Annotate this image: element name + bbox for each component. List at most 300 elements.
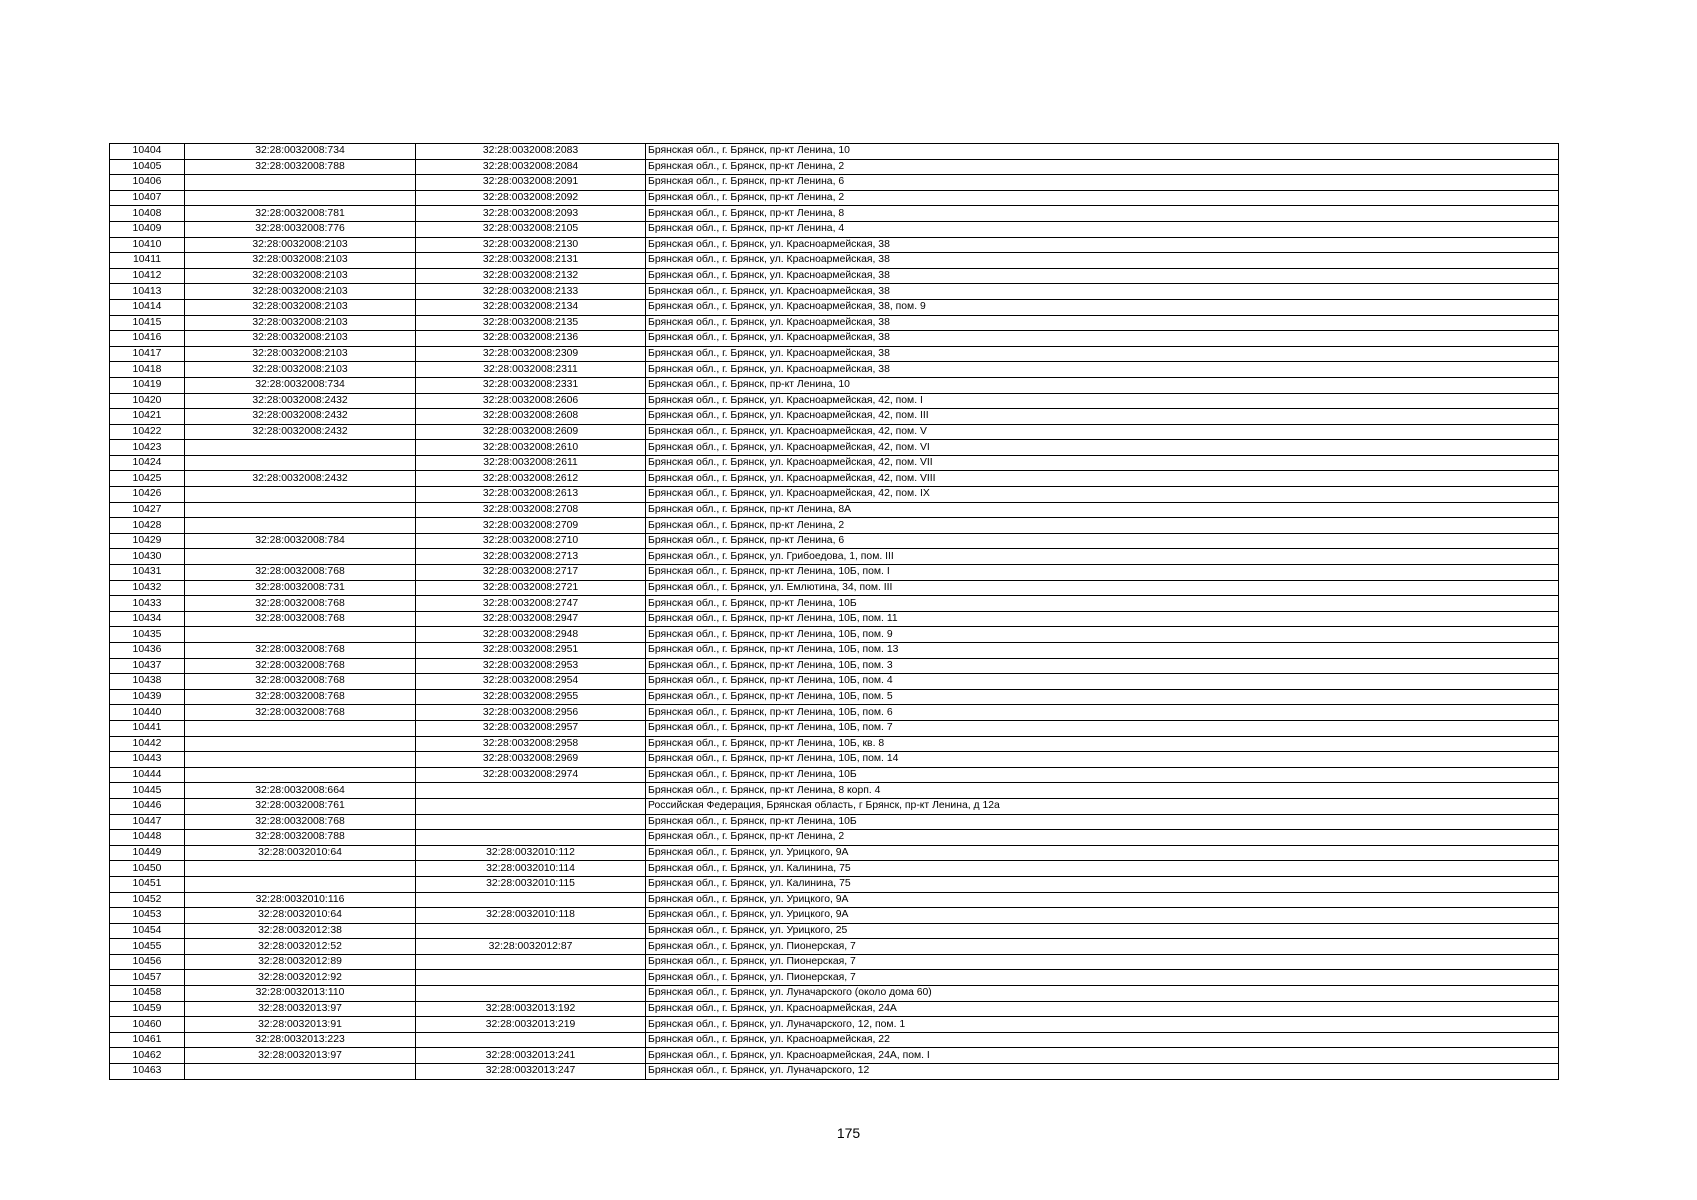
address-cell: Брянская обл., г. Брянск, пр-кт Ленина, 10Б, пом. I xyxy=(646,565,1559,581)
table-row xyxy=(110,502,1559,518)
address-cell: Брянская обл., г. Брянск, ул. Красноармейская, 42, пом. IX xyxy=(646,487,1559,503)
cadastral-number-cell: 32:28:0032008:768 xyxy=(185,705,416,721)
row-number-cell: 10404 xyxy=(110,144,185,160)
cadastral-number-cell: 32:28:0032010:116 xyxy=(185,892,416,908)
address-cell: Брянская обл., г. Брянск, ул. Пионерская, 7 xyxy=(646,970,1559,986)
table-row xyxy=(110,237,1559,253)
cadastral-number-cell xyxy=(185,502,416,518)
cadastral-number-cell: 32:28:0032008:768 xyxy=(185,689,416,705)
cadastral-number-cell xyxy=(185,518,416,534)
row-number-cell: 10430 xyxy=(110,549,185,565)
cadastral-number-cell: 32:28:0032008:768 xyxy=(185,565,416,581)
address-cell: Брянская обл., г. Брянск, ул. Красноармейская, 38 xyxy=(646,253,1559,269)
row-number-cell: 10433 xyxy=(110,596,185,612)
address-cell: Брянская обл., г. Брянск, ул. Луначарского (около дома 60) xyxy=(646,986,1559,1002)
cadastral-number-cell: 32:28:0032010:64 xyxy=(185,845,416,861)
registry-table xyxy=(109,143,1559,1080)
address-cell: Брянская обл., г. Брянск, пр-кт Ленина, 2 xyxy=(646,159,1559,175)
object-cadastral-number-cell: 32:28:0032008:2613 xyxy=(416,487,646,503)
address-cell: Брянская обл., г. Брянск, ул. Красноармейская, 38 xyxy=(646,268,1559,284)
cadastral-number-cell: 32:28:0032008:776 xyxy=(185,221,416,237)
cadastral-number-cell: 32:28:0032008:761 xyxy=(185,798,416,814)
object-cadastral-number-cell xyxy=(416,970,646,986)
address-cell: Брянская обл., г. Брянск, ул. Красноармейская, 38 xyxy=(646,284,1559,300)
table-row xyxy=(110,658,1559,674)
table-row xyxy=(110,986,1559,1002)
cadastral-number-cell: 32:28:0032008:2103 xyxy=(185,284,416,300)
address-cell: Брянская обл., г. Брянск, пр-кт Ленина, 6 xyxy=(646,533,1559,549)
table-row xyxy=(110,798,1559,814)
address-cell: Брянская обл., г. Брянск, пр-кт Ленина, 2 xyxy=(646,190,1559,206)
object-cadastral-number-cell: 32:28:0032010:115 xyxy=(416,876,646,892)
row-number-cell: 10450 xyxy=(110,861,185,877)
row-number-cell: 10456 xyxy=(110,954,185,970)
table-row xyxy=(110,346,1559,362)
address-cell: Брянская обл., г. Брянск, ул. Красноармейская, 38, пом. 9 xyxy=(646,299,1559,315)
address-cell: Брянская обл., г. Брянск, ул. Красноармейская, 24А, пом. I xyxy=(646,1048,1559,1064)
cadastral-number-cell: 32:28:0032013:110 xyxy=(185,986,416,1002)
object-cadastral-number-cell: 32:28:0032008:2093 xyxy=(416,206,646,222)
address-cell: Брянская обл., г. Брянск, пр-кт Ленина, 8 корп. 4 xyxy=(646,783,1559,799)
row-number-cell: 10416 xyxy=(110,331,185,347)
object-cadastral-number-cell: 32:28:0032008:2606 xyxy=(416,393,646,409)
address-cell: Брянская обл., г. Брянск, пр-кт Ленина, 8А xyxy=(646,502,1559,518)
object-cadastral-number-cell: 32:28:0032008:2710 xyxy=(416,533,646,549)
object-cadastral-number-cell: 32:28:0032008:2134 xyxy=(416,299,646,315)
cadastral-number-cell: 32:28:0032008:2432 xyxy=(185,409,416,425)
row-number-cell: 10452 xyxy=(110,892,185,908)
row-number-cell: 10431 xyxy=(110,565,185,581)
table-row xyxy=(110,440,1559,456)
object-cadastral-number-cell: 32:28:0032008:2717 xyxy=(416,565,646,581)
row-number-cell: 10410 xyxy=(110,237,185,253)
page-number: 175 xyxy=(836,1125,861,1141)
object-cadastral-number-cell: 32:28:0032012:87 xyxy=(416,939,646,955)
object-cadastral-number-cell: 32:28:0032008:2610 xyxy=(416,440,646,456)
table-row xyxy=(110,471,1559,487)
table-row xyxy=(110,970,1559,986)
table-row xyxy=(110,643,1559,659)
address-cell: Брянская обл., г. Брянск, пр-кт Ленина, 10Б, пом. 14 xyxy=(646,752,1559,768)
address-cell: Брянская обл., г. Брянск, ул. Красноармейская, 42, пом. I xyxy=(646,393,1559,409)
row-number-cell: 10411 xyxy=(110,253,185,269)
cadastral-number-cell xyxy=(185,549,416,565)
row-number-cell: 10412 xyxy=(110,268,185,284)
address-cell: Брянская обл., г. Брянск, пр-кт Ленина, 10Б xyxy=(646,596,1559,612)
object-cadastral-number-cell xyxy=(416,1032,646,1048)
table-row xyxy=(110,736,1559,752)
address-cell: Брянская обл., г. Брянск, ул. Красноармейская, 38 xyxy=(646,237,1559,253)
cadastral-number-cell xyxy=(185,767,416,783)
object-cadastral-number-cell: 32:28:0032008:2309 xyxy=(416,346,646,362)
table-row xyxy=(110,783,1559,799)
object-cadastral-number-cell: 32:28:0032008:2954 xyxy=(416,674,646,690)
table-row xyxy=(110,487,1559,503)
address-cell: Брянская обл., г. Брянск, ул. Урицкого, 9А xyxy=(646,892,1559,908)
object-cadastral-number-cell: 32:28:0032008:2130 xyxy=(416,237,646,253)
row-number-cell: 10448 xyxy=(110,830,185,846)
object-cadastral-number-cell: 32:28:0032008:2709 xyxy=(416,518,646,534)
row-number-cell: 10447 xyxy=(110,814,185,830)
object-cadastral-number-cell xyxy=(416,783,646,799)
address-cell: Брянская обл., г. Брянск, ул. Пионерская, 7 xyxy=(646,954,1559,970)
table-row xyxy=(110,1017,1559,1033)
address-cell: Брянская обл., г. Брянск, пр-кт Ленина, 10Б, пом. 4 xyxy=(646,674,1559,690)
table-row xyxy=(110,315,1559,331)
address-cell: Брянская обл., г. Брянск, пр-кт Ленина, 10Б, кв. 8 xyxy=(646,736,1559,752)
cadastral-number-cell: 32:28:0032008:2432 xyxy=(185,393,416,409)
table-row xyxy=(110,861,1559,877)
row-number-cell: 10413 xyxy=(110,284,185,300)
cadastral-number-cell xyxy=(185,190,416,206)
object-cadastral-number-cell: 32:28:0032008:2947 xyxy=(416,611,646,627)
cadastral-number-cell: 32:28:0032008:768 xyxy=(185,814,416,830)
address-cell: Брянская обл., г. Брянск, ул. Красноармейская, 42, пом. VII xyxy=(646,455,1559,471)
cadastral-number-cell: 32:28:0032008:788 xyxy=(185,830,416,846)
row-number-cell: 10408 xyxy=(110,206,185,222)
object-cadastral-number-cell: 32:28:0032008:2957 xyxy=(416,720,646,736)
cadastral-number-cell: 32:28:0032008:788 xyxy=(185,159,416,175)
address-cell: Брянская обл., г. Брянск, пр-кт Ленина, 4 xyxy=(646,221,1559,237)
cadastral-number-cell xyxy=(185,720,416,736)
table-row xyxy=(110,455,1559,471)
table-row xyxy=(110,767,1559,783)
row-number-cell: 10445 xyxy=(110,783,185,799)
address-cell: Брянская обл., г. Брянск, пр-кт Ленина, 10 xyxy=(646,377,1559,393)
object-cadastral-number-cell: 32:28:0032008:2133 xyxy=(416,284,646,300)
table-row xyxy=(110,939,1559,955)
address-cell: Брянская обл., г. Брянск, ул. Емлютина, 34, пом. III xyxy=(646,580,1559,596)
table-row xyxy=(110,159,1559,175)
row-number-cell: 10423 xyxy=(110,440,185,456)
table-row xyxy=(110,845,1559,861)
table-row xyxy=(110,596,1559,612)
row-number-cell: 10435 xyxy=(110,627,185,643)
row-number-cell: 10426 xyxy=(110,487,185,503)
cadastral-number-cell xyxy=(185,752,416,768)
row-number-cell: 10458 xyxy=(110,986,185,1002)
table-row xyxy=(110,627,1559,643)
address-cell: Брянская обл., г. Брянск, пр-кт Ленина, 10Б, пом. 5 xyxy=(646,689,1559,705)
row-number-cell: 10434 xyxy=(110,611,185,627)
object-cadastral-number-cell xyxy=(416,892,646,908)
object-cadastral-number-cell: 32:28:0032008:2105 xyxy=(416,221,646,237)
object-cadastral-number-cell: 32:28:0032008:2311 xyxy=(416,362,646,378)
table-row xyxy=(110,689,1559,705)
cadastral-number-cell: 32:28:0032008:2103 xyxy=(185,237,416,253)
cadastral-number-cell: 32:28:0032008:2103 xyxy=(185,346,416,362)
address-cell: Брянская обл., г. Брянск, ул. Красноармейская, 42, пом. VIII xyxy=(646,471,1559,487)
object-cadastral-number-cell: 32:28:0032010:112 xyxy=(416,845,646,861)
table-row xyxy=(110,144,1559,160)
cadastral-number-cell: 32:28:0032013:97 xyxy=(185,1001,416,1017)
row-number-cell: 10428 xyxy=(110,518,185,534)
object-cadastral-number-cell: 32:28:0032008:2953 xyxy=(416,658,646,674)
row-number-cell: 10409 xyxy=(110,221,185,237)
row-number-cell: 10442 xyxy=(110,736,185,752)
object-cadastral-number-cell: 32:28:0032008:2969 xyxy=(416,752,646,768)
table-row xyxy=(110,533,1559,549)
row-number-cell: 10443 xyxy=(110,752,185,768)
table-row xyxy=(110,752,1559,768)
address-cell: Брянская обл., г. Брянск, ул. Красноармейская, 38 xyxy=(646,331,1559,347)
object-cadastral-number-cell: 32:28:0032008:2713 xyxy=(416,549,646,565)
cadastral-number-cell: 32:28:0032008:2103 xyxy=(185,299,416,315)
address-cell: Брянская обл., г. Брянск, пр-кт Ленина, 10Б, пом. 6 xyxy=(646,705,1559,721)
address-cell: Брянская обл., г. Брянск, ул. Красноармейская, 24А xyxy=(646,1001,1559,1017)
cadastral-number-cell: 32:28:0032010:64 xyxy=(185,908,416,924)
address-cell: Брянская обл., г. Брянск, пр-кт Ленина, 2 xyxy=(646,830,1559,846)
object-cadastral-number-cell: 32:28:0032008:2955 xyxy=(416,689,646,705)
row-number-cell: 10436 xyxy=(110,643,185,659)
cadastral-number-cell xyxy=(185,1064,416,1080)
object-cadastral-number-cell: 32:28:0032008:2131 xyxy=(416,253,646,269)
address-cell: Брянская обл., г. Брянск, ул. Луначарского, 12 xyxy=(646,1064,1559,1080)
cadastral-number-cell: 32:28:0032008:2103 xyxy=(185,315,416,331)
cadastral-number-cell: 32:28:0032008:768 xyxy=(185,596,416,612)
address-cell: Брянская обл., г. Брянск, пр-кт Ленина, 10Б xyxy=(646,814,1559,830)
object-cadastral-number-cell: 32:28:0032008:2083 xyxy=(416,144,646,160)
object-cadastral-number-cell: 32:28:0032008:2135 xyxy=(416,315,646,331)
table-row xyxy=(110,892,1559,908)
object-cadastral-number-cell: 32:28:0032013:192 xyxy=(416,1001,646,1017)
row-number-cell: 10463 xyxy=(110,1064,185,1080)
address-cell: Брянская обл., г. Брянск, ул. Красноармейская, 22 xyxy=(646,1032,1559,1048)
object-cadastral-number-cell: 32:28:0032008:2609 xyxy=(416,424,646,440)
row-number-cell: 10462 xyxy=(110,1048,185,1064)
object-cadastral-number-cell: 32:28:0032013:219 xyxy=(416,1017,646,1033)
cadastral-number-cell: 32:28:0032008:2432 xyxy=(185,471,416,487)
address-cell: Брянская обл., г. Брянск, ул. Луначарского, 12, пом. 1 xyxy=(646,1017,1559,1033)
object-cadastral-number-cell: 32:28:0032008:2136 xyxy=(416,331,646,347)
table-row xyxy=(110,923,1559,939)
table-row xyxy=(110,1032,1559,1048)
cadastral-number-cell xyxy=(185,487,416,503)
object-cadastral-number-cell xyxy=(416,954,646,970)
table-row xyxy=(110,253,1559,269)
row-number-cell: 10424 xyxy=(110,455,185,471)
row-number-cell: 10415 xyxy=(110,315,185,331)
table-row xyxy=(110,299,1559,315)
address-cell: Брянская обл., г. Брянск, ул. Урицкого, 9А xyxy=(646,908,1559,924)
cadastral-number-cell xyxy=(185,627,416,643)
row-number-cell: 10420 xyxy=(110,393,185,409)
row-number-cell: 10432 xyxy=(110,580,185,596)
cadastral-number-cell xyxy=(185,876,416,892)
row-number-cell: 10405 xyxy=(110,159,185,175)
row-number-cell: 10439 xyxy=(110,689,185,705)
object-cadastral-number-cell: 32:28:0032010:118 xyxy=(416,908,646,924)
table-row xyxy=(110,221,1559,237)
address-cell: Брянская обл., г. Брянск, пр-кт Ленина, 10 xyxy=(646,144,1559,160)
cadastral-number-cell: 32:28:0032008:768 xyxy=(185,643,416,659)
row-number-cell: 10429 xyxy=(110,533,185,549)
cadastral-number-cell: 32:28:0032013:97 xyxy=(185,1048,416,1064)
table-row xyxy=(110,549,1559,565)
row-number-cell: 10407 xyxy=(110,190,185,206)
object-cadastral-number-cell: 32:28:0032008:2084 xyxy=(416,159,646,175)
table-row xyxy=(110,674,1559,690)
object-cadastral-number-cell: 32:28:0032013:241 xyxy=(416,1048,646,1064)
table-row xyxy=(110,830,1559,846)
cadastral-number-cell: 32:28:0032012:38 xyxy=(185,923,416,939)
row-number-cell: 10449 xyxy=(110,845,185,861)
row-number-cell: 10454 xyxy=(110,923,185,939)
address-cell: Брянская обл., г. Брянск, пр-кт Ленина, 10Б, пом. 11 xyxy=(646,611,1559,627)
cadastral-number-cell: 32:28:0032013:223 xyxy=(185,1032,416,1048)
object-cadastral-number-cell: 32:28:0032008:2091 xyxy=(416,175,646,191)
cadastral-number-cell: 32:28:0032008:781 xyxy=(185,206,416,222)
table-row xyxy=(110,393,1559,409)
table-row xyxy=(110,331,1559,347)
table-row xyxy=(110,190,1559,206)
table-row xyxy=(110,814,1559,830)
object-cadastral-number-cell xyxy=(416,798,646,814)
object-cadastral-number-cell: 32:28:0032008:2608 xyxy=(416,409,646,425)
object-cadastral-number-cell: 32:28:0032008:2132 xyxy=(416,268,646,284)
table-row xyxy=(110,954,1559,970)
row-number-cell: 10422 xyxy=(110,424,185,440)
object-cadastral-number-cell xyxy=(416,814,646,830)
object-cadastral-number-cell: 32:28:0032008:2331 xyxy=(416,377,646,393)
table-row xyxy=(110,720,1559,736)
row-number-cell: 10438 xyxy=(110,674,185,690)
address-cell: Брянская обл., г. Брянск, ул. Урицкого, 25 xyxy=(646,923,1559,939)
object-cadastral-number-cell: 32:28:0032008:2951 xyxy=(416,643,646,659)
row-number-cell: 10437 xyxy=(110,658,185,674)
row-number-cell: 10457 xyxy=(110,970,185,986)
registry-table-body xyxy=(110,144,1559,1080)
object-cadastral-number-cell xyxy=(416,830,646,846)
table-row xyxy=(110,1001,1559,1017)
object-cadastral-number-cell: 32:28:0032008:2974 xyxy=(416,767,646,783)
cadastral-number-cell: 32:28:0032012:52 xyxy=(185,939,416,955)
address-cell: Брянская обл., г. Брянск, ул. Калинина, 75 xyxy=(646,876,1559,892)
row-number-cell: 10461 xyxy=(110,1032,185,1048)
address-cell: Брянская обл., г. Брянск, ул. Урицкого, 9А xyxy=(646,845,1559,861)
row-number-cell: 10418 xyxy=(110,362,185,378)
address-cell: Брянская обл., г. Брянск, пр-кт Ленина, 8 xyxy=(646,206,1559,222)
cadastral-number-cell xyxy=(185,736,416,752)
cadastral-number-cell: 32:28:0032008:2432 xyxy=(185,424,416,440)
table-row xyxy=(110,705,1559,721)
cadastral-number-cell: 32:28:0032008:768 xyxy=(185,658,416,674)
row-number-cell: 10460 xyxy=(110,1017,185,1033)
address-cell: Брянская обл., г. Брянск, пр-кт Ленина, 6 xyxy=(646,175,1559,191)
cadastral-number-cell: 32:28:0032008:2103 xyxy=(185,268,416,284)
object-cadastral-number-cell: 32:28:0032008:2612 xyxy=(416,471,646,487)
row-number-cell: 10425 xyxy=(110,471,185,487)
object-cadastral-number-cell: 32:28:0032013:247 xyxy=(416,1064,646,1080)
cadastral-number-cell: 32:28:0032012:89 xyxy=(185,954,416,970)
object-cadastral-number-cell: 32:28:0032010:114 xyxy=(416,861,646,877)
address-cell: Брянская обл., г. Брянск, пр-кт Ленина, 10Б, пом. 3 xyxy=(646,658,1559,674)
row-number-cell: 10441 xyxy=(110,720,185,736)
row-number-cell: 10421 xyxy=(110,409,185,425)
cadastral-number-cell: 32:28:0032008:2103 xyxy=(185,362,416,378)
cadastral-number-cell xyxy=(185,861,416,877)
table-row xyxy=(110,518,1559,534)
cadastral-number-cell: 32:28:0032012:92 xyxy=(185,970,416,986)
object-cadastral-number-cell: 32:28:0032008:2956 xyxy=(416,705,646,721)
table-row xyxy=(110,424,1559,440)
address-cell: Брянская обл., г. Брянск, пр-кт Ленина, 10Б, пом. 7 xyxy=(646,720,1559,736)
table-row xyxy=(110,1064,1559,1080)
row-number-cell: 10427 xyxy=(110,502,185,518)
table-row xyxy=(110,409,1559,425)
address-cell: Брянская обл., г. Брянск, ул. Красноармейская, 42, пом. VI xyxy=(646,440,1559,456)
table-row xyxy=(110,284,1559,300)
object-cadastral-number-cell: 32:28:0032008:2092 xyxy=(416,190,646,206)
cadastral-number-cell: 32:28:0032008:784 xyxy=(185,533,416,549)
object-cadastral-number-cell: 32:28:0032008:2958 xyxy=(416,736,646,752)
cadastral-number-cell: 32:28:0032008:734 xyxy=(185,144,416,160)
table-row xyxy=(110,175,1559,191)
table-row xyxy=(110,611,1559,627)
table-row xyxy=(110,206,1559,222)
row-number-cell: 10406 xyxy=(110,175,185,191)
row-number-cell: 10451 xyxy=(110,876,185,892)
address-cell: Брянская обл., г. Брянск, пр-кт Ленина, 10Б, пом. 9 xyxy=(646,627,1559,643)
cadastral-number-cell: 32:28:0032008:768 xyxy=(185,674,416,690)
cadastral-number-cell: 32:28:0032013:91 xyxy=(185,1017,416,1033)
address-cell: Брянская обл., г. Брянск, ул. Красноармейская, 38 xyxy=(646,315,1559,331)
cadastral-number-cell: 32:28:0032008:664 xyxy=(185,783,416,799)
cadastral-number-cell: 32:28:0032008:731 xyxy=(185,580,416,596)
address-cell: Брянская обл., г. Брянск, ул. Красноармейская, 38 xyxy=(646,346,1559,362)
row-number-cell: 10446 xyxy=(110,798,185,814)
address-cell: Брянская обл., г. Брянск, пр-кт Ленина, 10Б, пом. 13 xyxy=(646,643,1559,659)
address-cell: Брянская обл., г. Брянск, пр-кт Ленина, 10Б xyxy=(646,767,1559,783)
address-cell: Брянская обл., г. Брянск, ул. Грибоедова, 1, пом. III xyxy=(646,549,1559,565)
table-row xyxy=(110,362,1559,378)
row-number-cell: 10459 xyxy=(110,1001,185,1017)
cadastral-number-cell xyxy=(185,175,416,191)
object-cadastral-number-cell: 32:28:0032008:2948 xyxy=(416,627,646,643)
table-row xyxy=(110,268,1559,284)
object-cadastral-number-cell: 32:28:0032008:2708 xyxy=(416,502,646,518)
cadastral-number-cell: 32:28:0032008:2103 xyxy=(185,253,416,269)
row-number-cell: 10417 xyxy=(110,346,185,362)
row-number-cell: 10440 xyxy=(110,705,185,721)
table-row xyxy=(110,377,1559,393)
cadastral-number-cell xyxy=(185,455,416,471)
address-cell: Брянская обл., г. Брянск, пр-кт Ленина, 2 xyxy=(646,518,1559,534)
object-cadastral-number-cell: 32:28:0032008:2721 xyxy=(416,580,646,596)
row-number-cell: 10419 xyxy=(110,377,185,393)
object-cadastral-number-cell xyxy=(416,923,646,939)
cadastral-number-cell: 32:28:0032008:768 xyxy=(185,611,416,627)
table-row xyxy=(110,1048,1559,1064)
table-row xyxy=(110,580,1559,596)
row-number-cell: 10455 xyxy=(110,939,185,955)
address-cell: Российская Федерация, Брянская область, г Брянск, пр-кт Ленина, д 12а xyxy=(646,798,1559,814)
object-cadastral-number-cell: 32:28:0032008:2611 xyxy=(416,455,646,471)
address-cell: Брянская обл., г. Брянск, ул. Калинина, 75 xyxy=(646,861,1559,877)
cadastral-number-cell: 32:28:0032008:734 xyxy=(185,377,416,393)
table-row xyxy=(110,908,1559,924)
object-cadastral-number-cell xyxy=(416,986,646,1002)
row-number-cell: 10414 xyxy=(110,299,185,315)
row-number-cell: 10453 xyxy=(110,908,185,924)
row-number-cell: 10444 xyxy=(110,767,185,783)
cadastral-number-cell: 32:28:0032008:2103 xyxy=(185,331,416,347)
cadastral-number-cell xyxy=(185,440,416,456)
address-cell: Брянская обл., г. Брянск, ул. Красноармейская, 42, пом. V xyxy=(646,424,1559,440)
object-cadastral-number-cell: 32:28:0032008:2747 xyxy=(416,596,646,612)
address-cell: Брянская обл., г. Брянск, ул. Пионерская, 7 xyxy=(646,939,1559,955)
table-row xyxy=(110,565,1559,581)
